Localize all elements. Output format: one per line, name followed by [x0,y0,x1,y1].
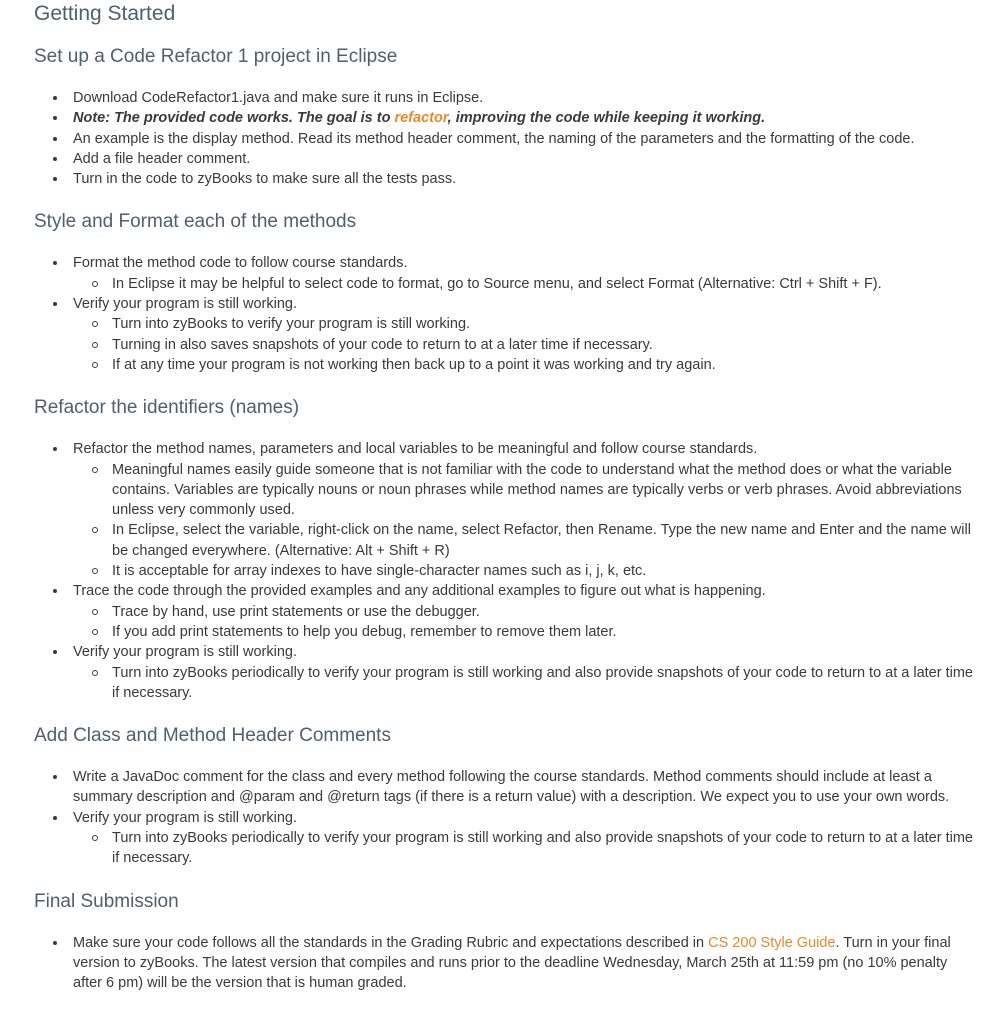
style-guide-link[interactable]: CS 200 Style Guide [708,934,836,951]
submission-text: Make sure your code follows all the standards in the Grading Rubric and expectations described in [73,934,709,951]
sub-list-item: In Eclipse it may be helpful to select code to format, go to Source menu, and select Format (Alternative: Ctrl + Shift + F). [73,274,976,294]
list-item [34,808,976,869]
sub-list-item: If at any time your program is not working then back up to a point it was working and try again. [73,355,976,375]
sub-list [73,602,976,643]
sub-list-item: In Eclipse, select the variable, right-click on the name, select Refactor, then Rename. Type the new name and Enter and the name will be changed everywhere. (Alternative: Alt + Shift + R) [73,520,976,561]
list-item-text: Refactor the method names, parameters and local variables to be meaningful and follow course standards. [73,441,758,458]
list-item: An example is the display method. Read its method header comment, the naming of the parameters and the formatting of the code. [34,129,976,149]
sub-list [73,274,976,294]
list-item [34,253,976,294]
sub-list-item: Turn into zyBooks periodically to verify your program is still working and also provide snapshots of your code to return to at a later time if necessary. [73,828,976,869]
sub-list-item: Meaningful names easily guide someone that is not familiar with the code to understand what the method does or what the variable contains. Variables are typically nouns or noun phrases while method names are typically verbs or verb phrases. Avoid abbreviations unless very commonly used. [73,460,976,521]
bullet-list [34,88,976,189]
sub-list [73,460,976,582]
section-heading: Refactor the identifiers (names) [34,397,300,419]
list-item: Add a file header comment. [34,149,976,169]
list-item-text: Verify your program is still working. [73,809,298,826]
note-text: Note: The provided code works. The goal is to [73,110,395,127]
list-item [34,439,976,581]
list-item: Turn in the code to zyBooks to make sure all the tests pass. [34,169,976,189]
list-item [34,294,976,375]
section-heading: Add Class and Method Header Comments [34,725,391,747]
section-heading: Style and Format each of the methods [34,211,357,233]
list-item [34,642,976,703]
list-item [34,581,976,642]
sub-list-item: Turn into zyBooks to verify your program is still working. [73,314,976,334]
sub-list-item: If you add print statements to help you debug, remember to remove them later. [73,622,976,642]
sub-list-item: Turn into zyBooks periodically to verify your program is still working and also provide snapshots of your code to return to at a later time if necessary. [73,663,976,704]
sub-list [73,314,976,375]
note-text: , improving the code while keeping it working. [447,110,766,127]
sub-list-item: It is acceptable for array indexes to have single-character names such as i, j, k, etc. [73,561,976,581]
bullet-list [34,933,976,994]
refactor-link[interactable]: refactor [394,110,448,127]
sub-list [73,828,976,869]
bullet-list [34,439,976,703]
list-item-text: Trace the code through the provided examples and any additional examples to figure out what is happening. [73,583,766,600]
list-item-note [34,108,976,128]
bullet-list [34,253,976,375]
list-item [34,933,976,994]
list-item-text: Verify your program is still working. [73,644,298,661]
list-item: Write a JavaDoc comment for the class and every method following the course standards. Method comments should include at least a summary description and @param and @return tags (if there is a return value) with a description. We expect you to use your own words. [34,767,976,808]
section-heading: Final Submission [34,890,179,912]
page-title: Getting Started [34,2,176,25]
sub-list-item: Turning in also saves snapshots of your code to return to at a later time if necessary. [73,335,976,355]
list-item: Download CodeRefactor1.java and make sure it runs in Eclipse. [34,88,976,108]
submission-text: . Turn in your final version to zyBooks. The latest version that compiles and runs prior to the deadline Wednesday, March 25th at 11:59 pm (no 10% penalty after 6 pm) will be the version that is human graded. [73,934,951,992]
bullet-list [34,767,976,868]
section-heading: Set up a Code Refactor 1 project in Eclipse [34,46,398,67]
sub-list-item: Trace by hand, use print statements or use the debugger. [73,602,976,622]
list-item-text: Verify your program is still working. [73,296,298,313]
list-item-text: Format the method code to follow course standards. [73,255,408,272]
sub-list [73,663,976,704]
